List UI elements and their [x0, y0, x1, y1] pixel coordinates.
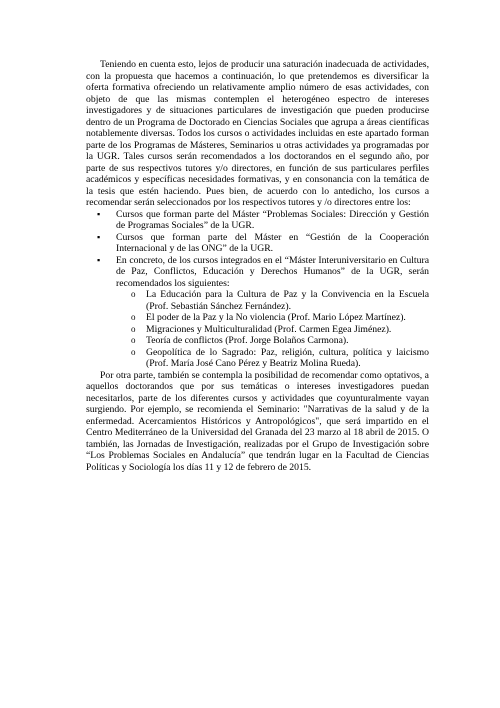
list-item: ▪ Cursos que forman parte del Máster en “Gestión de la Cooperación Internacional y de las ONG” de la UGR.: [116, 232, 429, 255]
sub-list-item: o La Educación para la Cultura de Paz y la Convivencia en la Escuela (Prof. Sebastián Sánchez Fernández).: [146, 289, 429, 312]
closing-paragraph: Por otra parte, también se contempla la posibilidad de recomendar como optativos, a aquellos doctorandos que por sus temáticas o intereses investigadores puedan necesitarlos, parte de los diferentes cursos y actividades que coyunturalmente vayan surgiendo. Por ejemplo, se recomienda el Seminario: "Narrativas de la salud y de la enfermedad. Acercamientos Históricos y Antropológicos", que será impartido en el Centro Mediterráneo de la Universidad del Granada del 23 marzo al 18 abril de 2015. O también, las Jornadas de Investigación, realizadas por el Grupo de Investigación sobre “Los Problemas Sociales en Andalucía” que tendrán lugar en la Facultad de Ciencias Políticas y Sociología los días 11 y 12 de febrero de 2015.: [86, 369, 429, 473]
document-body: [86, 59, 429, 473]
sub-list-item: o Teoría de conflictos (Prof. Jorge Bolaños Carmona).: [146, 335, 429, 347]
list-item: [116, 255, 429, 370]
intro-paragraph: Teniendo en cuenta esto, lejos de producir una saturación inadecuada de actividades, con la propuesta que hacemos a continuación, lo que pretendemos es diversificar la oferta formativa ofreciendo un relativamente amplio número de esas actividades, con objeto de que las mismas contemplen el heterogéneo espectro de intereses investigadores y de situaciones particulares de investigación que pueden producirse dentro de un Programa de Doctorado en Ciencias Sociales que agrupa a áreas científicas notablemente diversas. Todos los cursos o actividades incluidas en este apartado forman parte de los Programas de Másteres, Seminarios u otras actividades ya programadas por la UGR. Tales cursos serán recomendados a los doctorandos en el segundo año, por parte de sus respectivos tutores y/o directores, en función de sus particulares perfiles académicos y específicas necesidades formativas, y en consonancia con la temática de la tesis que estén haciendo. Pues bien, de acuerdo con lo antedicho, los cursos a recomendar serán seleccionados por los respectivos tutores y /o directores entre los:: [86, 59, 429, 208]
course-list: [86, 209, 429, 370]
list-item-text: En concreto, de los cursos integrados en el “Máster Interuniversitario en Cultura de Paz, Conflictos, Educación y Derechos Humanos” de la UGR, serán recomendados los siguientes:: [116, 254, 429, 289]
list-item: ▪ Cursos que forman parte del Máster “Problemas Sociales: Dirección y Gestión de Programas Sociales” de la UGR.: [116, 209, 429, 232]
sub-list-item: o Migraciones y Multiculturalidad (Prof. Carmen Egea Jiménez).: [146, 324, 429, 336]
sub-list-item: o El poder de la Paz y la No violencia (Prof. Mario López Martínez).: [146, 312, 429, 324]
sub-list-item: o Geopolítica de lo Sagrado: Paz, religión, cultura, política y laicismo (Prof. María José Cano Pérez y Beatriz Molina Rueda).: [146, 347, 429, 370]
recommended-course-list: [116, 289, 429, 370]
